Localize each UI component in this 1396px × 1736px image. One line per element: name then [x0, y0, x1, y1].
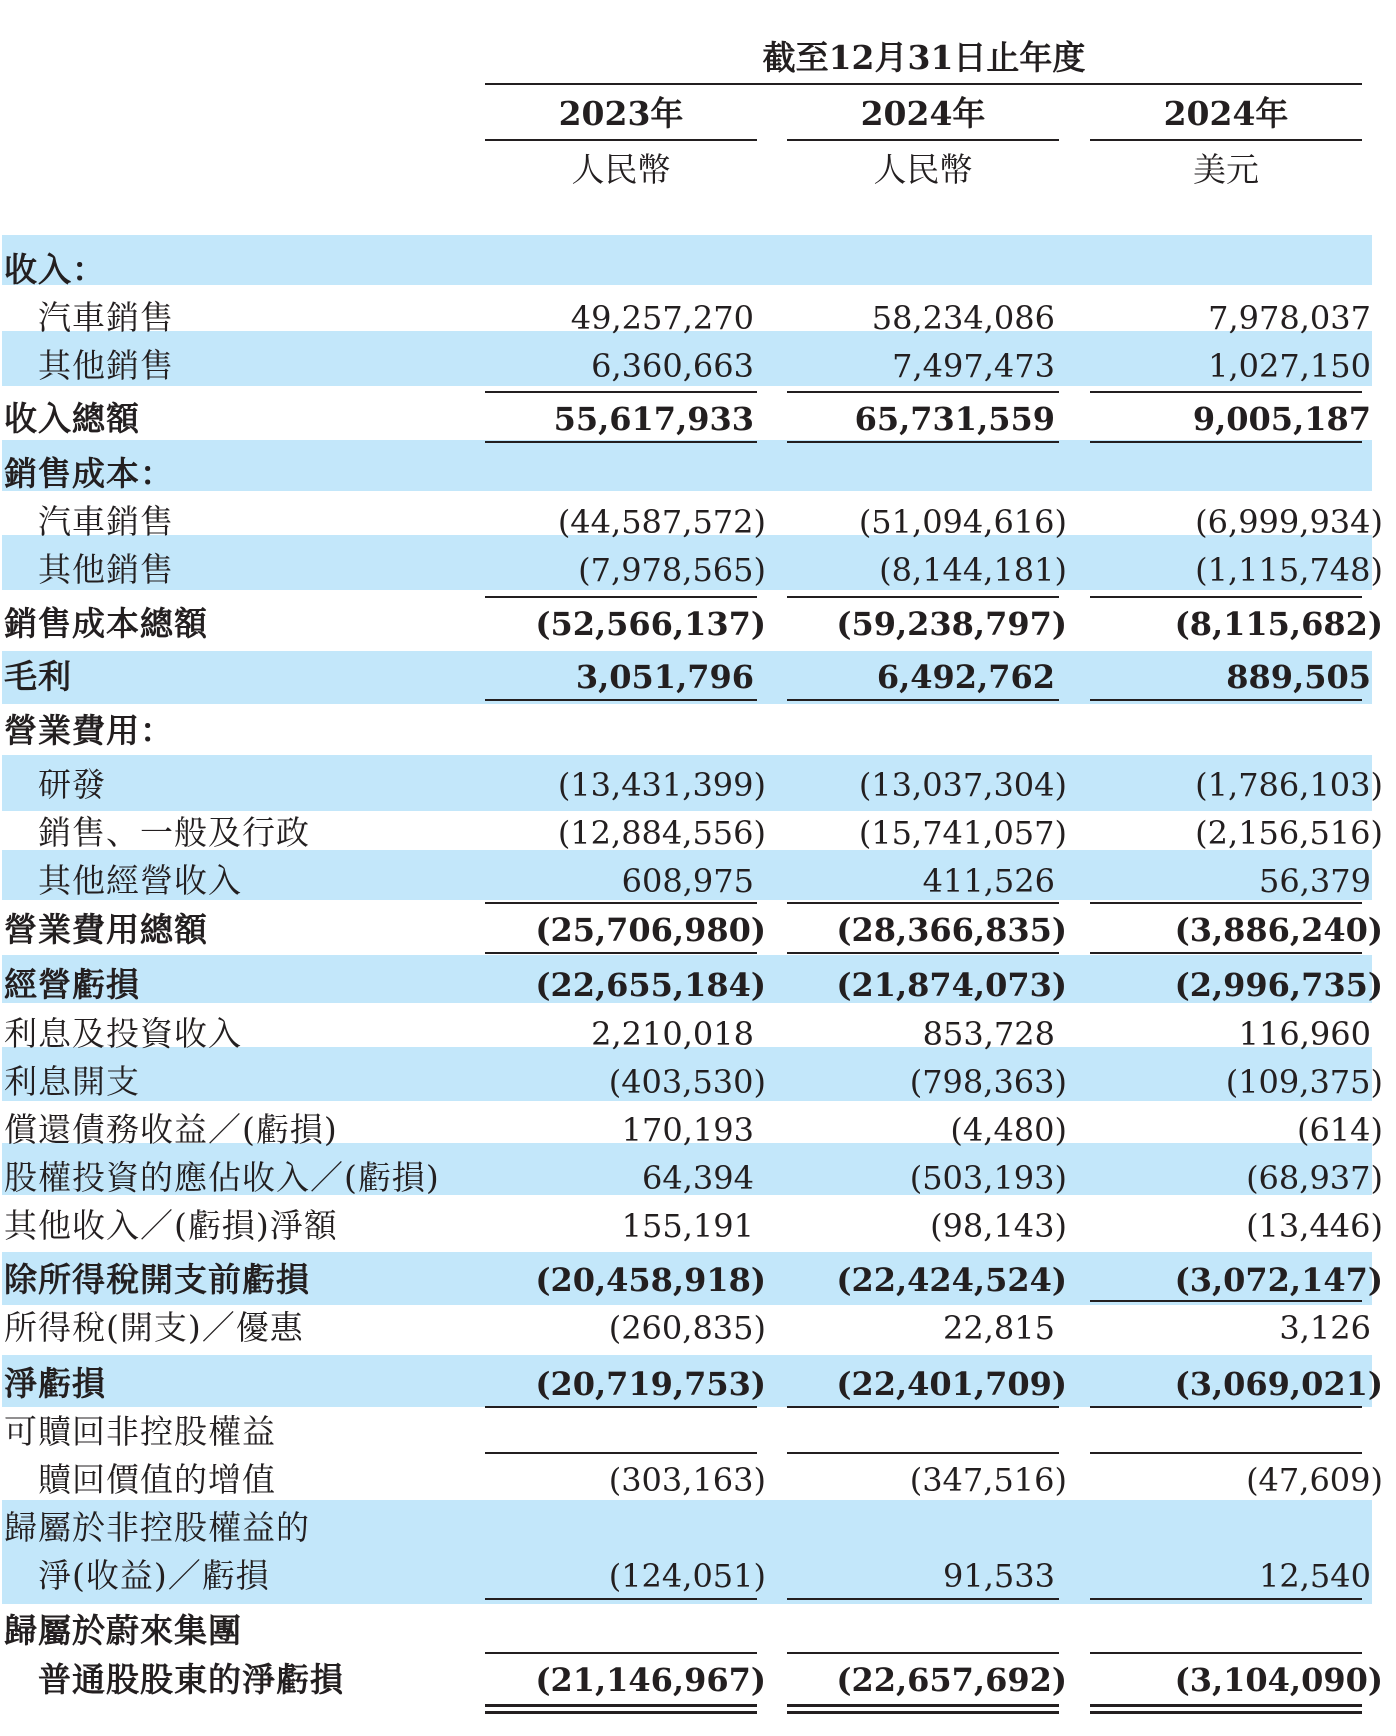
double-total-rule	[787, 1704, 1059, 1707]
cell-value: 9,005,187	[1192, 400, 1371, 438]
row-label: 汽車銷售	[38, 298, 174, 337]
cell-value: 2,210,018	[591, 1015, 754, 1053]
cell-value: 58,234,086	[871, 299, 1055, 337]
table-row	[0, 857, 1396, 905]
cell-value: (12,884,556)	[557, 814, 766, 852]
table-row	[0, 600, 1396, 648]
column-year-2024-usd: 2024年	[1163, 94, 1289, 133]
table-row	[0, 1656, 1396, 1704]
double-total-rule	[1090, 1711, 1362, 1714]
subtotal-rule	[1090, 1652, 1362, 1654]
total-rule	[787, 1598, 1059, 1600]
cell-value: (8,144,181)	[879, 551, 1067, 589]
row-label: 營業費用總額	[4, 910, 208, 949]
cell-value: (28,366,835)	[836, 911, 1067, 949]
table-row	[0, 1552, 1396, 1600]
cell-value: (1,786,103)	[1195, 766, 1383, 804]
cell-value: 3,126	[1279, 1309, 1371, 1347]
row-label: 收入：	[4, 250, 106, 289]
row-label: 經營虧損	[4, 965, 140, 1004]
double-total-rule	[485, 1711, 757, 1714]
cell-value: 155,191	[621, 1207, 754, 1245]
table-row	[0, 906, 1396, 954]
total-rule	[485, 1598, 757, 1600]
cell-value: 116,960	[1238, 1015, 1371, 1053]
cell-value: (109,375)	[1225, 1063, 1383, 1101]
table-row	[0, 1058, 1396, 1106]
table-row	[0, 1256, 1396, 1304]
cell-value: 853,728	[922, 1015, 1055, 1053]
column-currency-2024-usd: 美元	[1193, 150, 1259, 189]
subtotal-rule	[485, 391, 757, 393]
total-rule	[787, 699, 1059, 701]
table-row	[0, 1504, 1396, 1552]
table-row	[0, 1607, 1396, 1655]
cell-value: (3,104,090)	[1174, 1661, 1383, 1699]
year-rule-3	[1090, 139, 1362, 141]
subtotal-rule	[787, 596, 1059, 598]
cell-value: (260,835)	[608, 1309, 766, 1347]
cell-value: (124,051)	[608, 1557, 766, 1595]
total-rule	[485, 699, 757, 701]
subtotal-rule	[1090, 902, 1362, 904]
cell-value: (6,999,934)	[1195, 503, 1383, 541]
total-rule	[1090, 441, 1362, 443]
cell-value: 889,505	[1226, 658, 1371, 696]
cell-value: (3,072,147)	[1174, 1261, 1383, 1299]
subtotal-rule	[485, 902, 757, 904]
table-row	[0, 395, 1396, 443]
cell-value: (3,069,021)	[1174, 1365, 1383, 1403]
double-total-rule	[485, 1704, 757, 1707]
subtotal-rule	[485, 1452, 757, 1454]
cell-value: 608,975	[621, 862, 754, 900]
total-rule	[1090, 699, 1362, 701]
table-row	[0, 809, 1396, 857]
row-label: 其他收入／(虧損)淨額	[4, 1206, 338, 1245]
subtotal-rule	[1090, 1300, 1362, 1302]
table-row	[0, 1106, 1396, 1154]
row-label: 淨(收益)／虧損	[38, 1556, 270, 1595]
row-label: 贖回價值的增值	[38, 1460, 276, 1499]
row-label: 收入總額	[4, 399, 140, 438]
table-row	[0, 1456, 1396, 1504]
row-label: 淨虧損	[4, 1364, 106, 1403]
row-label: 銷售成本總額	[4, 604, 208, 643]
row-label: 可贖回非控股權益	[4, 1412, 276, 1451]
table-row	[0, 1202, 1396, 1250]
cell-value: 64,394	[642, 1159, 754, 1197]
table-row	[0, 707, 1396, 755]
cell-value: (2,156,516)	[1195, 814, 1383, 852]
cell-value: (22,657,692)	[836, 1661, 1067, 1699]
cell-value: (22,424,524)	[836, 1261, 1067, 1299]
table-row	[0, 1010, 1396, 1058]
cell-value: (1,115,748)	[1195, 551, 1383, 589]
row-label: 償還債務收益／(虧損)	[4, 1110, 338, 1149]
cell-value: (3,886,240)	[1174, 911, 1383, 949]
row-label: 除所得稅開支前虧損	[4, 1260, 310, 1299]
row-label: 汽車銷售	[38, 502, 174, 541]
cell-value: 65,731,559	[854, 400, 1055, 438]
subtotal-rule	[485, 1652, 757, 1654]
row-label: 普通股股東的淨虧損	[38, 1660, 344, 1699]
cell-value: 49,257,270	[570, 299, 754, 337]
table-row	[0, 450, 1396, 498]
subtotal-rule	[1090, 596, 1362, 598]
row-label: 銷售、一般及行政	[38, 813, 310, 852]
table-row	[0, 342, 1396, 390]
total-rule	[485, 441, 757, 443]
table-row	[0, 246, 1396, 294]
subtotal-rule	[1090, 1452, 1362, 1454]
cell-value: (25,706,980)	[535, 911, 766, 949]
cell-value: (21,874,073)	[836, 966, 1067, 1004]
year-rule-1	[485, 139, 757, 141]
column-year-2023: 2023年	[558, 94, 684, 133]
cell-value: (52,566,137)	[535, 605, 766, 643]
table-row	[0, 1304, 1396, 1352]
row-label: 營業費用：	[4, 711, 174, 750]
cell-value: (47,609)	[1246, 1461, 1383, 1499]
total-rule	[1090, 1598, 1362, 1600]
cell-value: (20,458,918)	[535, 1261, 766, 1299]
table-row	[0, 546, 1396, 594]
row-label: 股權投資的應佔收入／(虧損)	[4, 1158, 440, 1197]
table-row	[0, 961, 1396, 1009]
year-rule-2	[787, 139, 1059, 141]
total-rule	[485, 952, 757, 954]
cell-value: 7,497,473	[892, 347, 1055, 385]
cell-value: (13,037,304)	[858, 766, 1067, 804]
total-rule	[787, 441, 1059, 443]
cell-value: (347,516)	[909, 1461, 1067, 1499]
subtotal-rule	[787, 1452, 1059, 1454]
cell-value: 22,815	[943, 1309, 1055, 1347]
row-label: 利息開支	[4, 1062, 140, 1101]
table-row	[0, 1408, 1396, 1456]
cell-value: (8,115,682)	[1174, 605, 1383, 643]
table-row	[0, 1360, 1396, 1408]
row-label: 利息及投資收入	[4, 1014, 242, 1053]
table-row	[0, 653, 1396, 701]
row-label: 歸屬於非控股權益的	[4, 1508, 310, 1547]
table-row	[0, 761, 1396, 809]
period-rule	[485, 83, 1362, 85]
cell-value: (98,143)	[930, 1207, 1067, 1245]
cell-value: 91,533	[943, 1557, 1055, 1595]
subtotal-rule	[787, 902, 1059, 904]
column-year-2024-rmb: 2024年	[860, 94, 986, 133]
table-row	[0, 1154, 1396, 1202]
row-label: 其他經營收入	[38, 861, 242, 900]
cell-value: 55,617,933	[553, 400, 754, 438]
subtotal-rule	[787, 391, 1059, 393]
cell-value: 7,978,037	[1208, 299, 1371, 337]
cell-value: 6,492,762	[876, 658, 1055, 696]
column-currency-2023: 人民幣	[571, 150, 671, 189]
cell-value: 3,051,796	[575, 658, 754, 696]
cell-value: (59,238,797)	[836, 605, 1067, 643]
cell-value: (20,719,753)	[535, 1365, 766, 1403]
cell-value: (614)	[1296, 1111, 1383, 1149]
double-total-rule	[787, 1711, 1059, 1714]
cell-value: 170,193	[621, 1111, 754, 1149]
cell-value: 1,027,150	[1208, 347, 1371, 385]
cell-value: (2,996,735)	[1174, 966, 1383, 1004]
cell-value: (68,937)	[1246, 1159, 1383, 1197]
total-rule	[787, 952, 1059, 954]
cell-value: (403,530)	[608, 1063, 766, 1101]
row-label: 其他銷售	[38, 346, 174, 385]
cell-value: 6,360,663	[591, 347, 754, 385]
cell-value: (13,431,399)	[557, 766, 766, 804]
row-label: 研發	[38, 765, 106, 804]
cell-value: (21,146,967)	[535, 1661, 766, 1699]
table-row	[0, 294, 1396, 342]
cell-value: (4,480)	[950, 1111, 1067, 1149]
subtotal-rule	[485, 596, 757, 598]
column-currency-2024-rmb: 人民幣	[873, 150, 973, 189]
cell-value: (798,363)	[909, 1063, 1067, 1101]
table-row	[0, 498, 1396, 546]
cell-value: (503,193)	[909, 1159, 1067, 1197]
cell-value: (15,741,057)	[858, 814, 1067, 852]
cell-value: (303,163)	[608, 1461, 766, 1499]
cell-value: (22,655,184)	[535, 966, 766, 1004]
cell-value: (51,094,616)	[858, 503, 1067, 541]
total-rule	[1090, 952, 1362, 954]
subtotal-rule	[787, 1652, 1059, 1654]
period-header: 截至12月31日止年度	[762, 38, 1086, 77]
cell-value: 411,526	[922, 862, 1055, 900]
cell-value: (44,587,572)	[557, 503, 766, 541]
cell-value: 12,540	[1259, 1557, 1371, 1595]
row-label: 歸屬於蔚來集團	[4, 1611, 242, 1650]
row-label: 所得稅(開支)／優惠	[4, 1308, 304, 1347]
row-label: 毛利	[4, 657, 72, 696]
cell-value: (13,446)	[1246, 1207, 1383, 1245]
row-label: 銷售成本：	[4, 454, 174, 493]
cell-value: (22,401,709)	[836, 1365, 1067, 1403]
cell-value: 56,379	[1259, 862, 1371, 900]
subtotal-rule	[1090, 391, 1362, 393]
row-label: 其他銷售	[38, 550, 174, 589]
double-total-rule	[1090, 1704, 1362, 1707]
cell-value: (7,978,565)	[578, 551, 766, 589]
